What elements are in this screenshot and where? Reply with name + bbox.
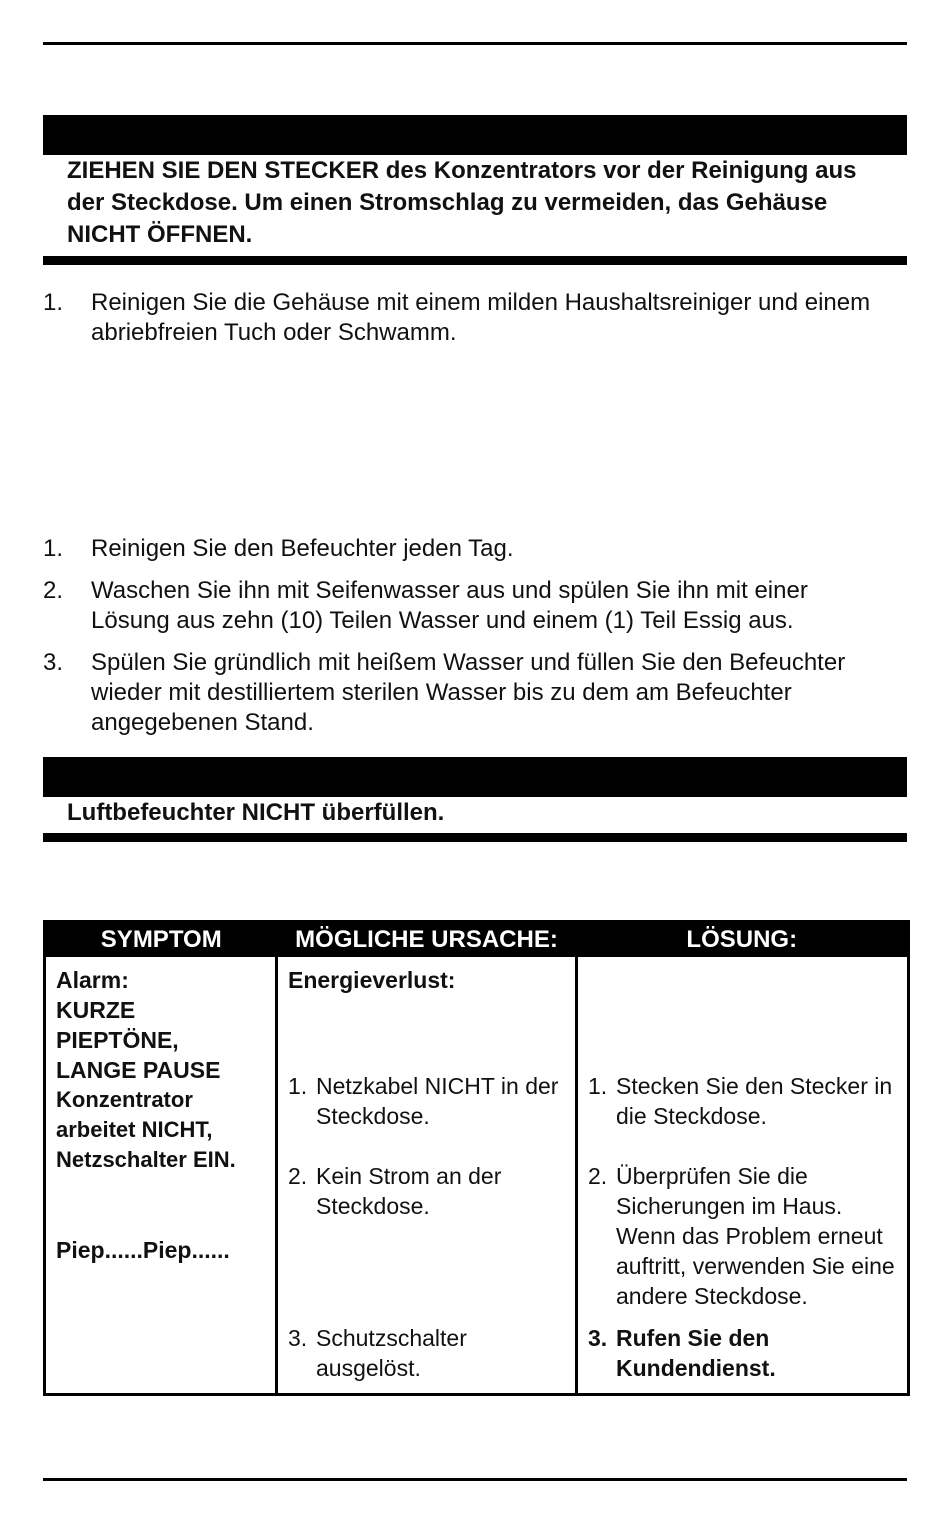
cause-cell [277, 957, 577, 1395]
list-item [43, 534, 893, 564]
list-item [43, 288, 893, 348]
solution-item [588, 1161, 899, 1311]
cause-text: Netzkabel NICHT in der Steckdose. [316, 1073, 559, 1129]
step-number: 2. [43, 577, 64, 604]
warning-rest: des Konzentrators vor der Reinigung aus der Steckdose. Um einen Stromschlag zu vermeiden, das Gehäuse NICHT ÖFFNEN. [67, 157, 857, 248]
solution-text: Überprüfen Sie die Sicherungen im Haus. Wenn das Problem erneut auftritt, verwenden Sie eine andere Steckdose. [616, 1163, 895, 1309]
symptom-state: Konzentrator arbeitet NICHT, Netzschalter EIN. [56, 1087, 236, 1172]
list-item [43, 648, 893, 738]
humidifier-cleaning-list [43, 534, 893, 750]
solution-cell [577, 957, 909, 1395]
top-rule [43, 42, 907, 45]
step-text: Waschen Sie ihn mit Seifenwasser aus und spülen Sie ihn mit einer Lösung aus zehn (10) Teilen Wasser und einem (1) Teil Essig aus. [91, 577, 808, 634]
cause-number: 3. [288, 1325, 308, 1351]
alarm-pattern: KURZE PIEPTÖNE, LANGE PAUSE [56, 997, 221, 1083]
warning-lead: ZIEHEN SIE DEN STECKER [67, 157, 380, 184]
step-number: 1. [43, 289, 64, 316]
table-header-row [45, 922, 909, 958]
caution-text: Luftbefeuchter NICHT überfüllen. [67, 799, 445, 826]
warning-bottom-bar [43, 256, 907, 265]
cause-item [288, 1323, 567, 1383]
bottom-rule [43, 1478, 907, 1481]
troubleshooting-table [43, 920, 910, 1396]
step-number: 1. [43, 535, 64, 562]
solution-number: 1. [588, 1073, 608, 1099]
alarm-label: Alarm: [56, 967, 129, 993]
list-item [43, 576, 893, 636]
solution-text: Rufen Sie den Kundendienst. [616, 1325, 776, 1381]
header-solution: LÖSUNG: [577, 922, 909, 958]
cause-text: Schutzschalter ausgelöst. [316, 1325, 467, 1381]
alarm-sound: Piep......Piep...... [56, 1237, 230, 1263]
cause-item [288, 1071, 567, 1131]
cabinet-cleaning-list [43, 288, 893, 360]
caution-bottom-bar [43, 833, 907, 842]
cause-number: 2. [288, 1163, 308, 1189]
step-text: Spülen Sie gründlich mit heißem Wasser und füllen Sie den Befeuchter wieder mit destilliertem sterilen Wasser bis zu dem am Befeuchter angegebenen Stand. [91, 649, 846, 736]
solution-item [588, 1323, 899, 1383]
cause-text: Kein Strom an der Steckdose. [316, 1163, 502, 1219]
cause-number: 1. [288, 1073, 308, 1099]
solution-text: Stecken Sie den Stecker in die Steckdose. [616, 1073, 893, 1129]
solution-number: 2. [588, 1163, 608, 1189]
cause-item [288, 1161, 567, 1221]
table-row [45, 957, 909, 1395]
step-number: 3. [43, 649, 64, 676]
step-text: Reinigen Sie den Befeuchter jeden Tag. [91, 535, 514, 562]
header-cause: MÖGLICHE URSACHE: [277, 922, 577, 958]
cause-title: Energieverlust: [288, 967, 456, 993]
warning-header-bar [43, 115, 907, 155]
caution-header-bar [43, 757, 907, 797]
step-text: Reinigen Sie die Gehäuse mit einem milden Haushaltsreiniger und einem abriebfreien Tuch oder Schwamm. [91, 289, 871, 346]
symptom-cell [45, 957, 277, 1395]
warning-text-unplug [67, 155, 887, 251]
solution-number: 3. [588, 1325, 608, 1351]
header-symptom: SYMPTOM [45, 922, 277, 958]
solution-item [588, 1071, 899, 1131]
